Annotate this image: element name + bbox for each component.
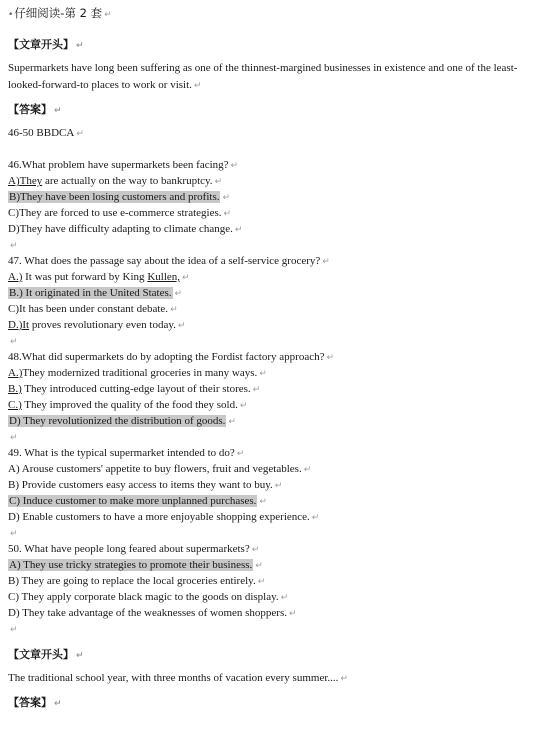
bullet-icon: •: [8, 10, 14, 20]
paragraph-mark-icon: ↵: [311, 513, 320, 523]
answers2-heading-line: [8, 696, 62, 711]
section2-heading-line: [8, 648, 84, 663]
answers-heading: 【答案】: [8, 103, 52, 116]
paragraph-mark-icon: ↵: [76, 129, 84, 139]
q46-d-text: D)They have difficulty adapting to climate change.: [8, 223, 233, 235]
paragraph-mark-icon: ↵: [182, 273, 190, 283]
q46-a-text: are actually on the way to bankruptcy.: [42, 175, 213, 187]
q48-option-c: [8, 398, 247, 413]
paragraph-mark-icon: ↵: [322, 257, 330, 267]
doc-title: 仔细阅读-第 2 套: [14, 6, 103, 20]
paragraph-mark-icon: ↵: [214, 177, 223, 187]
q47-a-text: It was put forward by King: [22, 271, 148, 283]
paragraph-mark-icon: ↵: [76, 651, 84, 661]
empty-line: [8, 526, 18, 541]
q46-option-b: [8, 190, 230, 205]
q48-a-label: A.): [8, 367, 23, 379]
q49-d-text: D) Enable customers to have a more enjoyable shopping experience.: [8, 511, 310, 523]
paragraph-mark-icon: ↵: [10, 529, 18, 539]
q47-option-c: [8, 302, 178, 317]
q48-a-text: They modernized traditional groceries in many ways.: [22, 367, 258, 379]
paragraph-mark-icon: ↵: [236, 449, 245, 459]
doc-title-line: [8, 6, 112, 22]
q49-option-b: [8, 478, 282, 493]
q47-a-label: A.): [8, 271, 23, 283]
q47-c-text: C)It has been under constant debate.: [8, 303, 169, 315]
q49-option-a: [8, 462, 311, 477]
q49-question-line: [8, 446, 244, 461]
section2-heading: 【文章开头】: [8, 648, 74, 661]
q46-c-text: C)They are forced to use e-commerce strategies.: [8, 207, 222, 219]
q49-b-text: B) Provide customers easy access to items they want to buy.: [8, 479, 273, 491]
q49-option-c: [8, 494, 267, 509]
paragraph-mark-icon: ↵: [54, 699, 62, 709]
q47-question: 47. What does the passage say about the idea of a self-service grocery?: [8, 255, 321, 267]
q46-question-line: [8, 158, 238, 173]
answers-line: [8, 126, 84, 141]
paragraph-mark-icon: ↵: [274, 481, 283, 491]
q46-option-d: [8, 222, 242, 237]
paragraph-mark-icon: ↵: [228, 417, 236, 427]
q50-a-text: A) They use tricky strategies to promote their business.: [9, 559, 253, 571]
q48-question-line: [8, 350, 334, 365]
q47-d-text: proves revolutionary even today.: [29, 319, 176, 331]
q48-option-d: [8, 414, 236, 429]
paragraph-mark-icon: ↵: [259, 497, 267, 507]
paragraph-mark-icon: ↵: [76, 41, 84, 51]
q48-c-label: C.): [8, 399, 22, 411]
q49-question: 49. What is the typical supermarket intended to do?: [8, 447, 235, 459]
q47-d-label: D.)It: [8, 319, 30, 331]
q48-question: 48.What did supermarkets do by adopting the Fordist factory approach?: [8, 351, 325, 363]
section1-text: Supermarkets have long been suffering as one of the thinnest-margined businesses in existence and one of the least-looked-forward-to places to work or visit.: [8, 62, 518, 91]
q48-b-label: B.): [8, 383, 22, 395]
q50-c-text: C) They apply corporate black magic to the goods on display.: [8, 591, 279, 603]
paragraph-mark-icon: ↵: [280, 593, 289, 603]
q48-option-b: [8, 382, 260, 397]
paragraph-mark-icon: ↵: [252, 385, 261, 395]
paragraph-mark-icon: ↵: [259, 369, 267, 379]
paragraph-mark-icon: ↵: [222, 193, 231, 203]
paragraph-mark-icon: ↵: [239, 401, 248, 411]
section1-heading-line: [8, 38, 84, 53]
paragraph-mark-icon: ↵: [251, 545, 260, 555]
empty-line: [8, 334, 18, 349]
q47-option-d: [8, 318, 185, 333]
q48-b-text: They introduced cutting-edge layout of their stores.: [21, 383, 251, 395]
empty-line: [8, 622, 18, 637]
q50-d-text: D) They take advantage of the weaknesses of women shoppers.: [8, 607, 287, 619]
answers-text: 46-50 BBDCA: [8, 127, 75, 139]
section1-paragraph: [8, 60, 548, 95]
q47-a-underlined: Kullen,: [147, 271, 181, 283]
paragraph-mark-icon: ↵: [234, 225, 243, 235]
paragraph-mark-icon: ↵: [177, 321, 186, 331]
paragraph-mark-icon: ↵: [174, 289, 183, 299]
paragraph-mark-icon: ↵: [326, 353, 335, 363]
q49-a-text: A) Arouse customers' appetite to buy flowers, fruit and vegetables.: [8, 463, 302, 475]
paragraph-mark-icon: ↵: [54, 106, 62, 116]
q50-option-a: [8, 558, 263, 573]
q46-question: 46.What problem have supermarkets been facing?: [8, 159, 229, 171]
paragraph-mark-icon: ↵: [104, 10, 112, 20]
paragraph-mark-icon: ↵: [255, 561, 263, 571]
q46-option-a: [8, 174, 222, 189]
empty-line: [8, 238, 18, 253]
q50-option-d: [8, 606, 297, 621]
q48-d-text: D) They revolutionized the distribution of goods.: [9, 415, 226, 427]
section2-paragraph: [8, 671, 348, 686]
paragraph-mark-icon: ↵: [223, 209, 232, 219]
q50-question: 50. What have people long feared about supermarkets?: [8, 543, 250, 555]
paragraph-mark-icon: ↵: [303, 465, 312, 475]
section2-text: The traditional school year, with three months of vacation every summer....: [8, 672, 339, 684]
q46-option-c: [8, 206, 231, 221]
paragraph-mark-icon: ↵: [193, 81, 202, 91]
q47-b-text: B.) It originated in the United States.: [9, 287, 172, 299]
q47-question-line: [8, 254, 330, 269]
paragraph-mark-icon: ↵: [10, 433, 18, 443]
paragraph-mark-icon: ↵: [10, 241, 18, 251]
q50-option-b: [8, 574, 265, 589]
q49-c-text: C) Induce customer to make more unplanned purchases.: [9, 495, 257, 507]
q48-option-a: [8, 366, 267, 381]
paragraph-mark-icon: ↵: [289, 609, 297, 619]
q47-option-a: [8, 270, 190, 285]
answers2-heading: 【答案】: [8, 696, 52, 709]
q46-b-text: B)They have been losing customers and profits.: [9, 191, 220, 203]
q49-option-d: [8, 510, 319, 525]
q50-b-text: B) They are going to replace the local groceries entirely.: [8, 575, 256, 587]
q46-a-label: A)They: [8, 175, 43, 187]
paragraph-mark-icon: ↵: [170, 305, 178, 315]
q48-c-text: They improved the quality of the food they sold.: [21, 399, 238, 411]
empty-line: [8, 430, 18, 445]
q47-option-b: [8, 286, 182, 301]
paragraph-mark-icon: ↵: [230, 161, 239, 171]
paragraph-mark-icon: ↵: [340, 674, 348, 684]
q50-option-c: [8, 590, 288, 605]
answers-heading-line: [8, 103, 62, 118]
paragraph-mark-icon: ↵: [257, 577, 266, 587]
section1-heading: 【文章开头】: [8, 38, 74, 51]
q50-question-line: [8, 542, 259, 557]
paragraph-mark-icon: ↵: [10, 337, 18, 347]
paragraph-mark-icon: ↵: [10, 625, 18, 635]
